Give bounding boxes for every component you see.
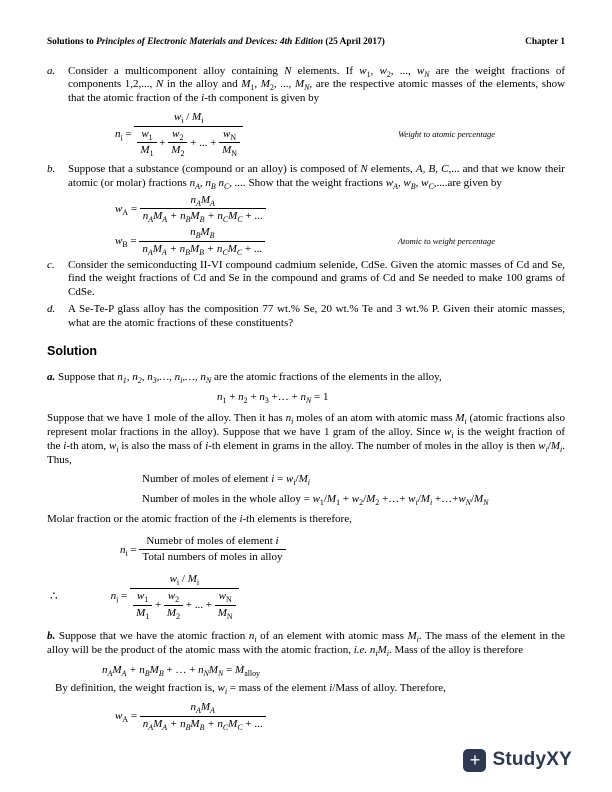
solution-a-intro-text: Suppose that $n_1$, $n_2$, $n_3,\dots$, $n_i,\dots$, $n_N$ are the atomic fractions of the elements in the alloy, bbox=[58, 370, 442, 386]
formula-weight-fraction-wB: $w_B$ = $\frac{n_BM_B}{n_AM_A + n_BM_B + n_CM_C + ...}$ bbox=[115, 226, 265, 257]
problem-text-b: Suppose that a substance (compound or an alloy) is composed of N elements, A, B, C,... and that we know their atomic (or molar) fractions $n_A$, $n_B$ $n_C$, .... Show that the weight fractions $w_A$, $w_B$, $w_C,....are$ given by bbox=[68, 163, 565, 192]
problem-label-b: b. bbox=[47, 163, 56, 176]
problem-label-a: a. bbox=[47, 64, 56, 77]
solution-b-paragraph-2: By definition, the weight fraction is, $w_i$ = mass of the element i/Mass of alloy. Therefore, bbox=[55, 681, 446, 696]
studyxy-logo bbox=[463, 748, 572, 772]
solution-a-paragraph-2: Molar fraction or the atomic fraction of the i-th elements is therefore, bbox=[47, 512, 352, 525]
page-header bbox=[47, 37, 565, 49]
problem-item-a bbox=[47, 65, 565, 106]
running-title: Solutions to Principles of Electronic Materials and Devices: 4th Edition (25 April 2017) bbox=[47, 37, 385, 47]
problem-text-c: Consider the semiconducting II-VI compound cadmium selenide, CdSe. Given the atomic masses of Cd and Se, find the weight fractions of Cd and Se in the compound and grams of Cd and Se needed to make 100 grams of CdSe. bbox=[68, 258, 565, 299]
equation-final-atomic-fraction: $n_i$ = $w_i / M_i$ $\frac{w_1}{M_1}$ + $\frac{w_2}{M_2}$ + ... + $\frac{w_N}{M_N}$ bbox=[111, 573, 239, 620]
formula-row-weight-fraction-b bbox=[115, 226, 565, 257]
solution-heading: Solution bbox=[47, 344, 97, 359]
plus-icon bbox=[463, 749, 486, 772]
annotation-atomic-to-weight: Atomic to weight percentage bbox=[397, 236, 495, 247]
problem-label-c: c. bbox=[47, 258, 55, 271]
solution-b-label: b. bbox=[47, 630, 56, 643]
formula-weight-fraction-wA-final: $w_A$ = $\frac{n_AM_A}{n_AM_A + n_BM_B + n_CM_C + ...}$ bbox=[115, 710, 266, 722]
plus-glyph: + bbox=[469, 750, 481, 771]
solution-b-paragraph bbox=[47, 630, 565, 658]
solution-b-text: Suppose that we have the atomic fraction $n_i$ of an element with atomic mass $M_i$. The mass of the element in the alloy will be the product of the atomic mass with the atomic fraction, i.e. $n_iM_i$. Mass of the alloy is therefore bbox=[47, 630, 565, 659]
solution-a-paragraph: Suppose that we have 1 mole of the alloy. Then it has $n_i$ moles of an atom with atomic mass $M_i$ (atomic fractions also represent molar fractions in the alloy). Suppose that we have 1 gram of the alloy. Since $w_i$ is the weight fraction of the i-th atom, $w_i$ is also the mass of i-th element in grams in the alloy. The number of moles in the alloy is then $w_i/M_i$. Thus, bbox=[47, 412, 565, 466]
equation-moles-of-element: Number of moles of element $i = w_i/M_i$ bbox=[142, 473, 310, 488]
formula-row-weight-fraction-a bbox=[115, 194, 565, 225]
equation-sum-of-fractions: $n_1 + n_2 + n_3$ +… + $n_N = 1$ bbox=[217, 390, 329, 405]
problem-item-b bbox=[47, 163, 565, 191]
solution-a-label: a. bbox=[47, 370, 56, 383]
equation-weight-fraction-wA-final bbox=[115, 701, 565, 732]
problem-text-d: A Se-Te-P glass alloy has the composition 77 wt.% Se, 20 wt.% Te and 3 wt.% P. Given their atomic masses, what are the atomic fractions of these constituents? bbox=[68, 302, 565, 329]
solution-a-intro bbox=[47, 371, 565, 385]
equation-molar-fraction-in-words: $n_i$ = $\frac{\text{Numebr of moles of element i}}{\text{Total numbers of moles in alloy}}$ bbox=[120, 535, 565, 566]
annotation-weight-to-atomic: Weight to atomic percentage bbox=[398, 129, 495, 140]
problem-item-d bbox=[47, 303, 565, 331]
logo-text: StudyXY bbox=[492, 749, 572, 771]
equation-final-atomic-fraction-row bbox=[50, 573, 565, 620]
chapter-label: Chapter 1 bbox=[525, 37, 565, 47]
formula-row-atomic-fraction bbox=[115, 111, 565, 158]
problem-text-a: Consider a multicomponent alloy containing N elements. If $w_1$, $w_2$, ..., $w_N$ are the weight fractions of components 1,2,..., N in the alloy and $M_1$, $M_2$, ..., $M_N$, are the respective atomic masses of the elements, show that the atomic fraction of the i-th component is given by bbox=[68, 64, 566, 105]
formula-weight-fraction-wA: $w_A$ = $\frac{n_AM_A}{n_AM_A + n_BM_B + n_CM_C + ...}$ bbox=[115, 194, 266, 225]
equation-moles-in-alloy: Number of moles in the whole alloy = $w_1/M_1 + w_2/M_2$ +…+ $w_i/M_i$ $+\dots+w_N/M_N$ bbox=[142, 493, 489, 508]
problem-item-c bbox=[47, 259, 565, 300]
therefore-symbol: ∴ bbox=[50, 589, 58, 604]
equation-mass-of-alloy: $n_AM_A + n_BM_B$ + … + $n_NM_N = M_{alloy}$ bbox=[102, 663, 261, 679]
formula-atomic-fraction: $n_i$ = $w_i / M_i$ $\frac{w_1}{M_1}$ + $\frac{w_2}{M_2}$ + ... + $\frac{w_N}{M_N}$ bbox=[115, 111, 243, 158]
problem-label-d: d. bbox=[47, 302, 56, 315]
